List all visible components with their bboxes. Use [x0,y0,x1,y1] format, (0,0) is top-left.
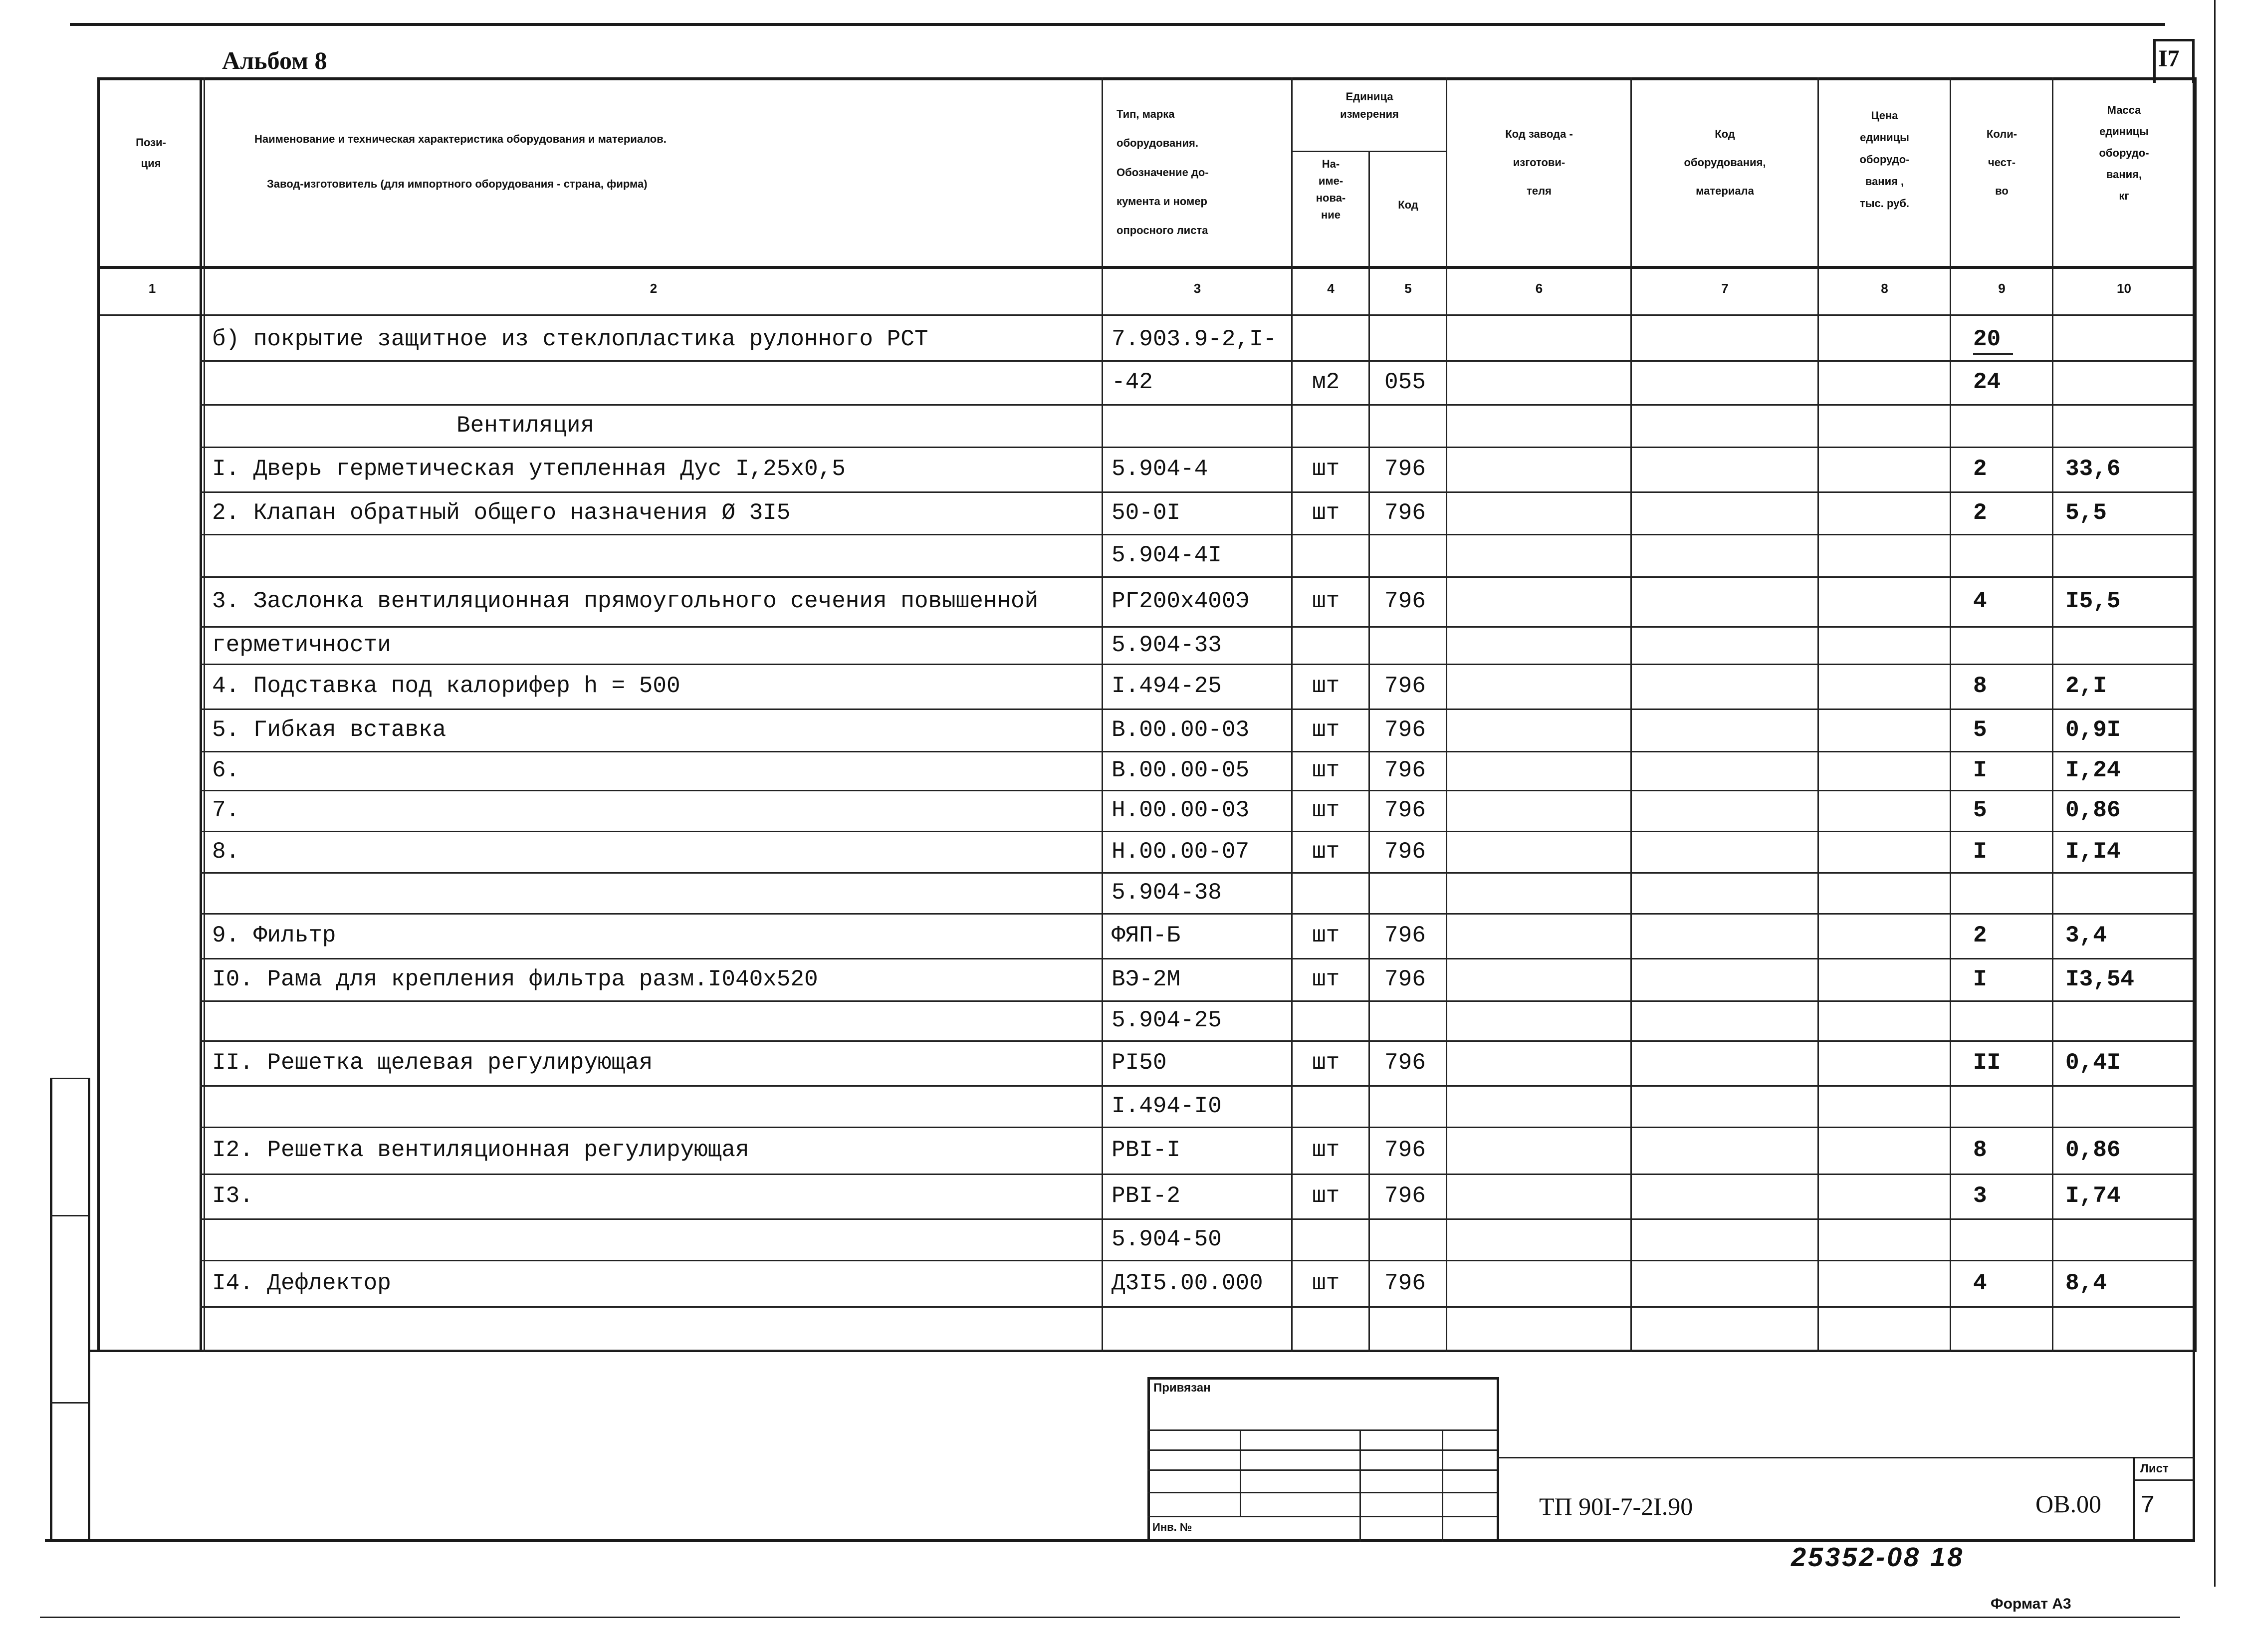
row-divider-19 [200,1174,2195,1175]
cell-qty: 2 [1973,499,1987,526]
cell-qty: 5 [1973,716,1987,743]
cell-name: I. Дверь герметическая утепленная Дус I,25х0,5 [212,456,846,482]
cell-name: 7. [212,797,240,823]
row-divider-7 [200,664,2195,665]
bottom-trim-line [40,1617,2180,1618]
cell-unit: шт [1312,966,1340,992]
cell-type: Д3I5.00.000 [1112,1270,1263,1296]
cell-unit: шт [1312,673,1340,699]
cell-qty: 4 [1973,1270,1987,1296]
cell-type: 5.904-38 [1112,880,1222,906]
corner-box-top [2153,39,2195,41]
row-divider-1 [200,404,2195,406]
cell-name: 8. [212,838,240,865]
stamp-section-code: ОВ.00 [2035,1490,2101,1518]
cell-unit: шт [1312,838,1340,865]
column-divider-8 [1950,77,1951,1352]
header-position: Пози- ция [136,136,166,170]
stamp-col3 [1442,1429,1443,1542]
column-number-1: 1 [148,281,156,296]
cell-qty: 2 [1973,923,1987,948]
cell-type: ВЭ-2М [1112,966,1181,992]
column-divider-5 [1446,77,1447,1352]
row-divider-11 [200,831,2195,832]
header-factory-code: Код завода - изготови- теля [1505,128,1573,198]
frame-left-border [88,1078,90,1542]
handwritten-number: 25352-08 18 [1791,1542,1965,1572]
stamp-doc-code: ТП 90I-7-2I.90 [1539,1492,1693,1520]
cell-type: РВI-2 [1112,1183,1181,1209]
cell-unit: шт [1312,757,1340,783]
column-number-6: 6 [1535,281,1543,296]
cell-name: 9. Фильтр [212,923,336,948]
cell-type: В.00.00-05 [1112,757,1250,783]
row-divider-21 [200,1260,2195,1261]
cell-code: 796 [1384,716,1426,743]
cell-mass: I,24 [2065,757,2121,783]
cell-code: 796 [1384,966,1426,992]
top-border-line [70,23,2165,26]
cell-type: 5.904-4 [1112,456,1208,482]
cell-type: 5.904-50 [1112,1226,1222,1252]
cell-name: Вентиляция [456,412,595,439]
stamp-main-top [1497,1457,2195,1458]
cell-type: 7.903.9-2,I- [1112,326,1277,352]
column-divider-2 [1102,77,1103,1352]
cell-name: 5. Гибкая вставка [212,716,447,743]
corner-box-right [2192,39,2195,83]
cell-type: 50-0I [1112,499,1181,526]
row-divider-20 [200,1218,2195,1220]
cell-unit: шт [1312,456,1340,482]
column-number-8: 8 [1881,281,1888,296]
cell-unit: м2 [1312,369,1340,395]
cell-code: 796 [1384,673,1426,699]
cell-name: б) покрытие защитное из стеклопластика рулонного РСТ [212,326,928,352]
cell-code: 796 [1384,1270,1426,1296]
header-unit-mass: Масса единицы оборудо- вания, кг [2099,104,2149,202]
cell-name: 6. [212,757,240,783]
cell-qty: I [1973,838,1987,865]
stamp-list-label: Лист [2140,1462,2169,1475]
cell-type: 5.904-4I [1112,542,1222,568]
stamp-list-divider [2133,1479,2195,1481]
column-divider-6 [1630,77,1632,1352]
cell-name: 4. Подставка под калорифер h = 500 [212,673,680,699]
cell-mass: I5,5 [2065,588,2121,614]
cell-code: 796 [1384,923,1426,948]
row-divider-16 [200,1040,2195,1042]
cell-name: I4. Дефлектор [212,1270,391,1296]
cell-qty: 2 [1973,456,1987,482]
cell-name: герметичности [212,632,391,658]
cell-type: -42 [1112,369,1153,395]
cell-qty: I [1973,757,1987,783]
column-number-5: 5 [1404,281,1412,296]
column-divider-7 [1817,77,1819,1352]
row-divider-13 [200,913,2195,915]
column-divider-3 [1291,77,1293,1352]
cell-code: 796 [1384,456,1426,482]
header-type-mark: Тип, марка оборудования. Обозначение до- кумента и номер опросного листа [1117,108,1209,237]
cell-code: 796 [1384,1137,1426,1163]
stamp-col2 [1359,1429,1361,1542]
cell-mass: 3,4 [2065,923,2107,948]
cell-type: Н.00.00-07 [1112,838,1250,865]
cell-mass: 0,4I [2065,1050,2121,1076]
cell-qty: 8 [1973,673,1987,699]
cell-qty: II [1973,1050,2001,1076]
row-divider-17 [200,1085,2195,1087]
right-margin-line [2214,0,2216,1587]
cell-type: РГ200х400Э [1112,588,1250,614]
cell-mass: I,I4 [2065,838,2121,865]
cell-mass: I,74 [2065,1183,2121,1209]
cell-unit: шт [1312,499,1340,526]
row-divider-8 [200,708,2195,710]
row-divider-4 [200,534,2195,535]
row-divider-22 [200,1306,2195,1308]
cell-qty: 8 [1973,1137,1987,1163]
cell-qty: 20 [1973,326,2001,352]
row-divider-12 [200,872,2195,874]
row-divider-3 [200,491,2195,493]
row-divider-18 [200,1127,2195,1128]
column-number-7: 7 [1721,281,1729,296]
cell-code: 055 [1384,369,1426,395]
cell-unit: шт [1312,923,1340,948]
stamp-row2 [1147,1449,1497,1451]
binding-strip-top [50,1078,90,1079]
cell-type: ФЯП-Б [1112,923,1181,948]
stamp-row4 [1147,1492,1497,1493]
cell-type: РI50 [1112,1050,1167,1076]
row-divider-5 [200,576,2195,578]
table-top-border [97,77,2195,80]
cell-code: 796 [1384,757,1426,783]
cell-code: 796 [1384,1050,1426,1076]
stamp-list-left [2133,1457,2135,1542]
binding-strip-div1 [50,1215,90,1216]
frame-right-border [2193,77,2195,1542]
row-divider-14 [200,958,2195,959]
cell-name: I0. Рама для крепления фильтра разм.I040х520 [212,966,818,992]
cell-unit: шт [1312,797,1340,823]
cell-type: 5.904-25 [1112,1007,1222,1033]
row-divider-10 [200,790,2195,791]
stamp-row5 [1147,1516,1497,1517]
column-divider-1 [204,77,205,1352]
cell-code: 796 [1384,838,1426,865]
cell-qty: I [1973,966,1987,992]
cell-mass: I3,54 [2065,966,2135,992]
stamp-privyazan-label: Привязан [1153,1381,1211,1395]
cell-type: I.494-25 [1112,673,1222,699]
cell-name: 3. Заслонка вентиляционная прямоугольного сечения повышенной [212,588,1039,614]
cell-mass: 2,I [2065,673,2107,699]
stamp-right [1497,1377,1499,1542]
header-name-line2: Завод-изготовитель (для импортного оборудования - страна, фирма) [267,178,648,190]
cell-code: 796 [1384,588,1426,614]
qty-underline [1973,353,2013,355]
cell-name: I2. Решетка вентиляционная регулирующая [212,1137,749,1163]
column-number-3: 3 [1193,281,1201,296]
header-name-line1: Наименование и техническая характеристика оборудования и материалов. [254,133,667,145]
column-number-4: 4 [1327,281,1335,296]
header-unit-name: На- име- нова- ние [1316,158,1346,222]
row-divider-6 [200,626,2195,628]
cell-name: I3. [212,1183,253,1209]
cell-mass: 0,86 [2065,1137,2121,1163]
stamp-inv-label: Инв. № [1152,1521,1192,1533]
header-bottom-border [97,266,2195,269]
stamp-row3 [1147,1469,1497,1471]
cell-qty: 24 [1973,369,2001,395]
row-divider-2 [200,447,2195,448]
header-unit-code: Код [1398,199,1418,211]
cell-type: В.00.00-03 [1112,716,1250,743]
cell-unit: шт [1312,588,1340,614]
cell-mass: 0,86 [2065,797,2121,823]
column-divider-0 [200,77,202,1352]
cell-type: 5.904-33 [1112,632,1222,658]
row-divider-15 [200,1000,2195,1002]
table-left-border [97,77,100,1352]
cell-unit: шт [1312,1050,1340,1076]
album-label: Альбом 8 [222,46,327,74]
cell-unit: шт [1312,1270,1340,1296]
row-divider-9 [200,751,2195,752]
format-label: Формат А3 [1991,1596,2071,1612]
sheet-corner-number: I7 [2158,45,2180,72]
cell-mass: 33,6 [2065,456,2121,482]
cell-code: 796 [1384,1183,1426,1209]
stamp-row1 [1147,1429,1497,1431]
column-divider-9 [2052,77,2053,1352]
row-divider-23 [200,1350,2195,1351]
cell-name: 2. Клапан обратный общего назначения Ø 3I5 [212,499,791,526]
binding-strip-div2 [50,1402,90,1404]
header-equipment-code: Код оборудования, материала [1684,128,1766,198]
cell-code: 796 [1384,797,1426,823]
cell-unit: шт [1312,716,1340,743]
column-number-10: 10 [2117,281,2131,296]
cell-unit: шт [1312,1183,1340,1209]
binding-strip-outer [50,1078,52,1542]
column-number-2: 2 [650,281,658,296]
cell-qty: 5 [1973,797,1987,823]
cell-code: 796 [1384,499,1426,526]
cell-type: РВI-I [1112,1137,1181,1163]
header-quantity: Коли- чест- во [1986,128,2017,198]
cell-name: II. Решетка щелевая регулирующая [212,1050,653,1076]
stamp-col1 [1240,1429,1241,1516]
cell-qty: 4 [1973,588,1987,614]
corner-box-left [2153,39,2156,83]
stamp-top [1147,1377,1499,1380]
header-unit-group: Единица измерения [1340,90,1399,121]
cell-mass: 8,4 [2065,1270,2107,1296]
cell-unit: шт [1312,1137,1340,1163]
cell-mass: 5,5 [2065,499,2107,526]
stamp-list-number: 7 [2140,1492,2156,1520]
row-divider-0 [200,360,2195,362]
colnum-bottom-border [97,314,2195,316]
header-unit-price: Цена единицы оборудо- вания , тыс. руб. [1859,109,1910,210]
cell-qty: 3 [1973,1183,1987,1209]
cell-mass: 0,9I [2065,716,2121,743]
cell-type: Н.00.00-03 [1112,797,1250,823]
column-number-9: 9 [1998,281,2006,296]
cell-type: I.494-I0 [1112,1093,1222,1119]
